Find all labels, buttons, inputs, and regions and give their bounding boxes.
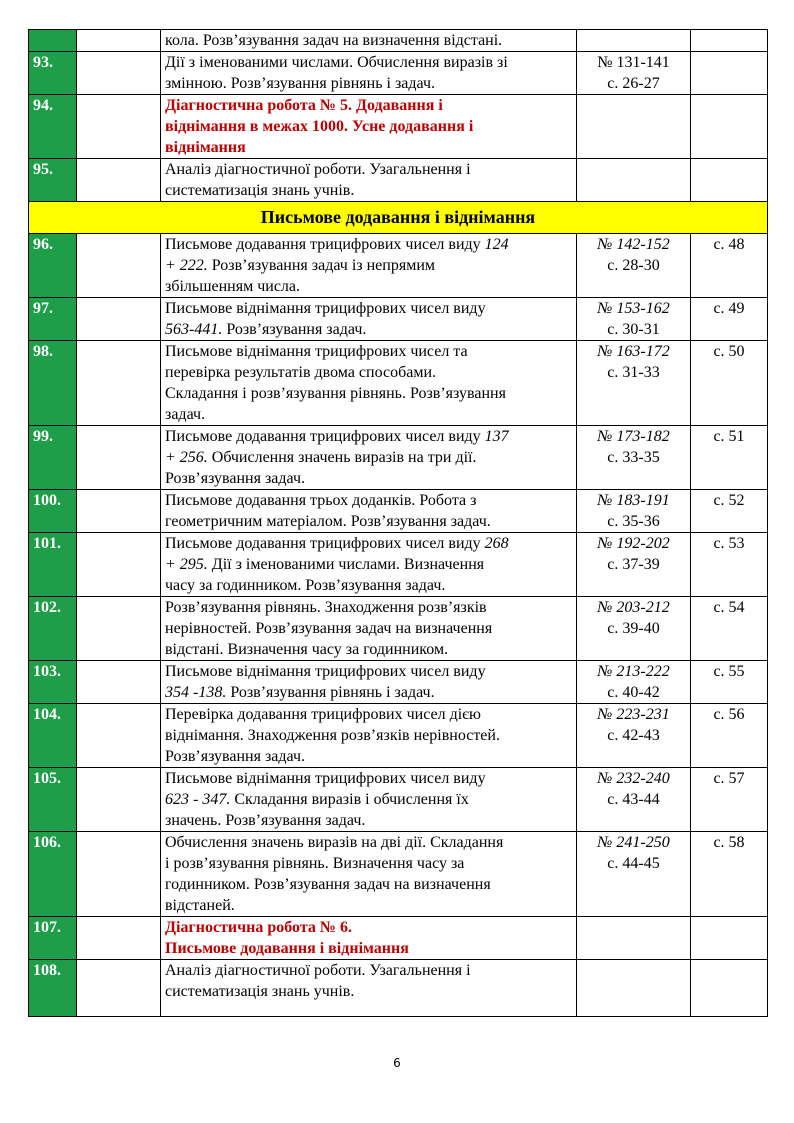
topic-line <box>165 180 572 201</box>
workbook-page: с. 58 <box>691 832 768 917</box>
exercise-range: № 241-250 <box>597 834 670 851</box>
example-expression: 268 <box>484 535 509 552</box>
lesson-topic <box>161 298 577 341</box>
topic-text: Перевірка додавання трицифрових чисел дією <box>165 706 481 723</box>
topic-text: Письмове додавання і віднімання <box>165 940 409 957</box>
topic-line <box>165 725 572 746</box>
date-cell <box>77 30 161 52</box>
lesson-topic <box>161 341 577 426</box>
topic-line <box>165 116 572 137</box>
exercise-range: № 223-231 <box>597 706 670 723</box>
date-cell <box>77 159 161 202</box>
topic-line <box>165 447 572 468</box>
exercises-cell <box>577 960 691 1017</box>
topic-text: значень. Розв’язування задач. <box>165 812 366 829</box>
topic-line <box>165 618 572 639</box>
topic-line <box>165 575 572 596</box>
lesson-topic <box>161 52 577 95</box>
lesson-topic <box>161 234 577 298</box>
topic-line <box>165 554 572 575</box>
topic-text: Обчислення значень виразів на дві дії. Складання <box>165 834 504 851</box>
lesson-row <box>29 533 768 597</box>
textbook-pages: с. 44-45 <box>607 855 660 872</box>
topic-text: Складання виразів і обчислення їх <box>230 791 469 808</box>
topic-line <box>165 319 572 340</box>
topic-line <box>165 137 572 158</box>
example-expression: + 295. <box>165 556 208 573</box>
lesson-row <box>29 426 768 490</box>
topic-text: Розв’язування рівнянь і задач. <box>226 684 435 701</box>
topic-text: Розв’язування задач. <box>165 748 306 765</box>
workbook-page <box>691 30 768 52</box>
topic-text: кола. Розв’язування задач на визначення відстані. <box>165 32 503 49</box>
topic-line <box>165 511 572 532</box>
lesson-row <box>29 661 768 704</box>
textbook-pages: с. 30-31 <box>607 321 660 338</box>
lesson-row <box>29 341 768 426</box>
textbook-pages: с. 37-39 <box>607 556 660 573</box>
topic-line <box>165 682 572 703</box>
lesson-topic <box>161 960 577 1017</box>
date-cell <box>77 704 161 768</box>
workbook-page: с. 52 <box>691 490 768 533</box>
date-cell <box>77 597 161 661</box>
topic-text: Розв’язування задач із непрямим <box>207 257 436 274</box>
topic-text: Діагностична робота № 5. Додавання і <box>165 97 443 114</box>
lesson-number: 101. <box>29 533 77 597</box>
page-number: 6 <box>393 1056 401 1070</box>
exercise-range: № 183-191 <box>597 492 670 509</box>
lesson-number: 94. <box>29 95 77 159</box>
topic-line <box>165 832 572 853</box>
topic-line <box>165 73 572 94</box>
lesson-number: 93. <box>29 52 77 95</box>
topic-line <box>165 362 572 383</box>
lesson-number: 97. <box>29 298 77 341</box>
topic-text: Розв’язування задач. <box>222 321 367 338</box>
workbook-page <box>691 52 768 95</box>
topic-line <box>165 874 572 895</box>
lesson-row <box>29 768 768 832</box>
lesson-row <box>29 234 768 298</box>
topic-line <box>165 30 572 51</box>
topic-text: систематизація знань учнів. <box>165 182 355 199</box>
lesson-topic <box>161 597 577 661</box>
topic-text: Діагностична робота № 6. <box>165 919 352 936</box>
workbook-page <box>691 960 768 1017</box>
lesson-topic <box>161 30 577 52</box>
topic-text: Письмове додавання трицифрових чисел виду <box>165 236 485 253</box>
lesson-number: 96. <box>29 234 77 298</box>
date-cell <box>77 661 161 704</box>
topic-text: віднімання <box>165 139 246 156</box>
workbook-page <box>691 159 768 202</box>
lesson-row <box>29 960 768 1017</box>
lesson-row <box>29 832 768 917</box>
topic-text: Складання і розв’язування рівнянь. Розв’язування <box>165 385 506 402</box>
date-cell <box>77 490 161 533</box>
exercise-range: № 213-222 <box>597 663 670 680</box>
lesson-row <box>29 704 768 768</box>
lesson-row <box>29 159 768 202</box>
workbook-page: с. 56 <box>691 704 768 768</box>
lesson-number: 106. <box>29 832 77 917</box>
exercises-cell <box>577 768 691 832</box>
exercises-cell <box>577 95 691 159</box>
lesson-row <box>29 52 768 95</box>
workbook-page: с. 49 <box>691 298 768 341</box>
workbook-page: с. 50 <box>691 341 768 426</box>
workbook-page: с. 53 <box>691 533 768 597</box>
topic-line <box>165 533 572 554</box>
topic-line <box>165 810 572 831</box>
textbook-pages: с. 28-30 <box>607 257 660 274</box>
topic-text: Дії з іменованими числами. Обчислення виразів зі <box>165 54 508 71</box>
topic-line <box>165 52 572 73</box>
topic-line <box>165 468 572 489</box>
date-cell <box>77 426 161 490</box>
date-cell <box>77 95 161 159</box>
workbook-page <box>691 917 768 960</box>
exercises-cell <box>577 234 691 298</box>
diagnostic-topic <box>161 917 577 960</box>
date-cell <box>77 234 161 298</box>
topic-line <box>165 341 572 362</box>
lesson-topic <box>161 661 577 704</box>
exercises-cell <box>577 426 691 490</box>
diagnostic-topic <box>161 95 577 159</box>
exercises-cell <box>577 704 691 768</box>
lesson-topic <box>161 159 577 202</box>
workbook-page: с. 51 <box>691 426 768 490</box>
exercise-range: № 192-202 <box>597 535 670 552</box>
exercises-cell <box>577 30 691 52</box>
topic-line <box>165 639 572 660</box>
topic-line <box>165 917 572 938</box>
topic-line <box>165 938 572 959</box>
topic-line <box>165 255 572 276</box>
date-cell <box>77 533 161 597</box>
date-cell <box>77 341 161 426</box>
textbook-pages: с. 39-40 <box>607 620 660 637</box>
workbook-page: с. 55 <box>691 661 768 704</box>
topic-text: часу за годинником. Розв’язування задач. <box>165 577 446 594</box>
date-cell <box>77 917 161 960</box>
topic-line <box>165 960 572 981</box>
lesson-topic <box>161 490 577 533</box>
topic-line <box>165 490 572 511</box>
lesson-number: 107. <box>29 917 77 960</box>
exercises-cell <box>577 661 691 704</box>
exercise-range: № 131-141 <box>597 54 670 71</box>
topic-line <box>165 895 572 916</box>
topic-line <box>165 234 572 255</box>
topic-text: Письмове віднімання трицифрових чисел виду <box>165 300 486 317</box>
example-expression: 623 - 347. <box>165 791 231 808</box>
workbook-page: с. 48 <box>691 234 768 298</box>
date-cell <box>77 768 161 832</box>
topic-text: збільшенням числа. <box>165 278 301 295</box>
textbook-pages: с. 35-36 <box>607 513 660 530</box>
exercises-cell <box>577 917 691 960</box>
lesson-row <box>29 490 768 533</box>
example-expression: 563-441. <box>165 321 223 338</box>
lesson-plan-table <box>28 29 768 1017</box>
textbook-pages: с. 42-43 <box>607 727 660 744</box>
exercise-range: № 163-172 <box>597 343 670 360</box>
workbook-page: с. 57 <box>691 768 768 832</box>
exercises-cell <box>577 490 691 533</box>
exercise-range: № 142-152 <box>597 236 670 253</box>
exercises-cell <box>577 533 691 597</box>
topic-text: змінною. Розв’язування рівнянь і задач. <box>165 75 436 92</box>
textbook-pages: с. 31-33 <box>607 364 660 381</box>
topic-text: відстаней. <box>165 897 235 914</box>
topic-line <box>165 159 572 180</box>
topic-line <box>165 426 572 447</box>
lesson-number: 103. <box>29 661 77 704</box>
example-expression: + 256. <box>165 449 208 466</box>
topic-text: систематизація знань учнів. <box>165 983 355 1000</box>
exercises-cell <box>577 298 691 341</box>
lesson-number: 108. <box>29 960 77 1017</box>
topic-line <box>165 768 572 789</box>
topic-text: Письмове віднімання трицифрових чисел та <box>165 343 468 360</box>
lesson-row <box>29 298 768 341</box>
lesson-number: 105. <box>29 768 77 832</box>
topic-text: і розв’язування рівнянь. Визначення часу за <box>165 855 465 872</box>
topic-text: Дії з іменованими числами. Визначення <box>207 556 485 573</box>
lesson-number: 104. <box>29 704 77 768</box>
topic-line <box>165 661 572 682</box>
topic-text: відстані. Визначення часу за годинником. <box>165 641 449 658</box>
topic-text: Письмове додавання трицифрових чисел виду <box>165 535 485 552</box>
topic-line <box>165 704 572 725</box>
topic-text: геометричним матеріалом. Розв’язування задач. <box>165 513 491 530</box>
workbook-page <box>691 95 768 159</box>
date-cell <box>77 960 161 1017</box>
date-cell <box>77 832 161 917</box>
lesson-number: 98. <box>29 341 77 426</box>
example-expression: 137 <box>484 428 509 445</box>
lesson-row <box>29 917 768 960</box>
topic-line <box>165 789 572 810</box>
topic-text: перевірка результатів двома способами. <box>165 364 437 381</box>
example-expression: + 222. <box>165 257 208 274</box>
example-expression: 124 <box>484 236 509 253</box>
date-cell <box>77 52 161 95</box>
lesson-number: 102. <box>29 597 77 661</box>
lesson-topic <box>161 533 577 597</box>
topic-text: віднімання в межах 1000. Усне додавання і <box>165 118 474 135</box>
lesson-row <box>29 597 768 661</box>
lesson-topic <box>161 426 577 490</box>
exercises-cell <box>577 52 691 95</box>
topic-line <box>165 404 572 425</box>
lesson-row <box>29 95 768 159</box>
exercises-cell <box>577 597 691 661</box>
topic-text: віднімання. Знаходження розв’язків нерівностей. <box>165 727 500 744</box>
topic-text: Розв’язування рівнянь. Знаходження розв’язків <box>165 599 487 616</box>
topic-text: Письмове додавання трьох доданків. Робота з <box>165 492 477 509</box>
exercise-range: № 232-240 <box>597 770 670 787</box>
topic-line <box>165 276 572 297</box>
topic-text: Розв’язування задач. <box>165 470 306 487</box>
lesson-number: 95. <box>29 159 77 202</box>
topic-text: Аналіз діагностичної роботи. Узагальнення і <box>165 962 471 979</box>
topic-line <box>165 95 572 116</box>
exercises-cell <box>577 159 691 202</box>
topic-text: нерівностей. Розв’язування задач на визначення <box>165 620 493 637</box>
lesson-number <box>29 30 77 52</box>
exercises-cell <box>577 832 691 917</box>
lesson-plan-body <box>29 30 768 1017</box>
topic-line <box>165 298 572 319</box>
lesson-number: 99. <box>29 426 77 490</box>
topic-text: Обчислення значень виразів на три дії. <box>207 449 477 466</box>
topic-text: Письмове додавання трицифрових чисел виду <box>165 428 485 445</box>
topic-line <box>165 981 572 1002</box>
topic-line <box>165 853 572 874</box>
section-title: Письмове додавання і віднімання <box>29 202 768 234</box>
lesson-row <box>29 30 768 52</box>
exercise-range: № 153-162 <box>597 300 670 317</box>
topic-text: Письмове віднімання трицифрових чисел виду <box>165 663 486 680</box>
topic-text: годинником. Розв’язування задач на визначення <box>165 876 491 893</box>
textbook-pages: с. 26-27 <box>607 75 660 92</box>
lesson-topic <box>161 768 577 832</box>
exercise-range: № 203-212 <box>597 599 670 616</box>
exercise-range: № 173-182 <box>597 428 670 445</box>
textbook-pages: с. 40-42 <box>607 684 660 701</box>
exercises-cell <box>577 341 691 426</box>
lesson-topic <box>161 832 577 917</box>
topic-text: Письмове віднімання трицифрових чисел виду <box>165 770 486 787</box>
example-expression: 354 -138. <box>165 684 227 701</box>
date-cell <box>77 298 161 341</box>
topic-line <box>165 597 572 618</box>
topic-text: задач. <box>165 406 206 423</box>
textbook-pages: с. 43-44 <box>607 791 660 808</box>
lesson-number: 100. <box>29 490 77 533</box>
workbook-page: с. 54 <box>691 597 768 661</box>
topic-text: Аналіз діагностичної роботи. Узагальнення і <box>165 161 471 178</box>
textbook-pages: с. 33-35 <box>607 449 660 466</box>
lesson-topic <box>161 704 577 768</box>
section-header-row <box>29 202 768 234</box>
topic-line <box>165 746 572 767</box>
topic-line <box>165 383 572 404</box>
